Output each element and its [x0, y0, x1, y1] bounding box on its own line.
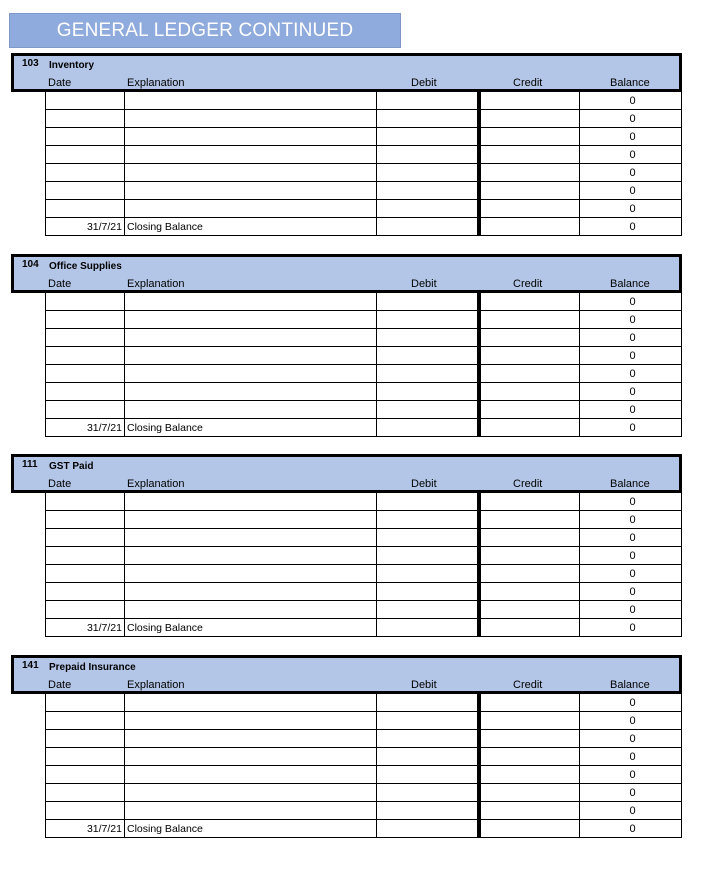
date-cell[interactable] — [45, 511, 125, 529]
table-row — [45, 347, 682, 365]
credit-cell[interactable] — [478, 694, 580, 712]
table-row — [45, 694, 682, 712]
column-header-explanation: Explanation — [127, 679, 185, 691]
credit-cell[interactable] — [478, 529, 580, 547]
debit-cell[interactable] — [377, 529, 478, 547]
column-header-balance: Balance — [610, 478, 650, 490]
date-cell[interactable] — [45, 329, 125, 347]
column-header-explanation: Explanation — [127, 478, 185, 490]
ledger-header — [11, 655, 682, 694]
credit-cell[interactable] — [478, 164, 580, 182]
table-row — [45, 383, 682, 401]
table-row — [45, 128, 682, 146]
column-header-balance: Balance — [610, 278, 650, 290]
account-name: Office Supplies — [49, 261, 122, 272]
explanation-cell[interactable] — [125, 293, 377, 311]
explanation-cell[interactable] — [125, 110, 377, 128]
credit-cell[interactable] — [478, 347, 580, 365]
balance-cell: 0 — [580, 329, 682, 347]
credit-cell[interactable] — [478, 748, 580, 766]
column-header-credit: Credit — [513, 478, 543, 490]
balance-cell: 0 — [580, 293, 682, 311]
balance-cell: 0 — [580, 730, 682, 748]
credit-cell[interactable] — [478, 146, 580, 164]
balance-cell: 0 — [580, 565, 682, 583]
debit-cell[interactable] — [377, 820, 478, 838]
credit-cell[interactable] — [478, 401, 580, 419]
date-cell[interactable]: 31/7/21 — [45, 820, 125, 838]
balance-cell: 0 — [580, 493, 682, 511]
explanation-cell[interactable]: Closing Balance — [125, 419, 377, 437]
account-number: 104 — [22, 259, 39, 270]
date-cell[interactable] — [45, 110, 125, 128]
explanation-cell[interactable] — [125, 493, 377, 511]
debit-cell[interactable] — [377, 748, 478, 766]
credit-cell[interactable] — [478, 293, 580, 311]
explanation-cell[interactable] — [125, 92, 377, 110]
balance-cell: 0 — [580, 748, 682, 766]
credit-cell[interactable] — [478, 365, 580, 383]
debit-cell[interactable] — [377, 329, 478, 347]
date-cell[interactable] — [45, 146, 125, 164]
credit-cell[interactable] — [478, 766, 580, 784]
debit-cell[interactable] — [377, 565, 478, 583]
date-cell[interactable] — [45, 802, 125, 820]
explanation-cell[interactable] — [125, 601, 377, 619]
balance-cell: 0 — [580, 218, 682, 236]
explanation-cell[interactable] — [125, 365, 377, 383]
table-row — [45, 529, 682, 547]
explanation-cell[interactable] — [125, 712, 377, 730]
debit-cell[interactable] — [377, 730, 478, 748]
debit-cell[interactable] — [377, 493, 478, 511]
credit-cell[interactable] — [478, 200, 580, 218]
date-cell[interactable] — [45, 748, 125, 766]
table-row — [45, 329, 682, 347]
account-number: 103 — [22, 58, 39, 69]
credit-cell[interactable] — [478, 218, 580, 236]
credit-cell[interactable] — [478, 619, 580, 637]
debit-cell[interactable] — [377, 311, 478, 329]
table-row — [45, 601, 682, 619]
balance-cell: 0 — [580, 766, 682, 784]
ledger-rows — [45, 92, 682, 236]
balance-cell: 0 — [580, 347, 682, 365]
credit-cell[interactable] — [478, 820, 580, 838]
explanation-cell[interactable] — [125, 128, 377, 146]
date-cell[interactable] — [45, 182, 125, 200]
balance-cell: 0 — [580, 164, 682, 182]
explanation-cell[interactable] — [125, 511, 377, 529]
balance-cell: 0 — [580, 583, 682, 601]
column-header-credit: Credit — [513, 679, 543, 691]
ledger-rows — [45, 293, 682, 437]
column-header-date: Date — [48, 478, 72, 490]
explanation-cell[interactable] — [125, 529, 377, 547]
debit-cell[interactable] — [377, 619, 478, 637]
account-number: 111 — [22, 459, 38, 470]
credit-cell[interactable] — [478, 182, 580, 200]
date-cell[interactable] — [45, 200, 125, 218]
table-row — [45, 311, 682, 329]
explanation-cell[interactable] — [125, 347, 377, 365]
debit-cell[interactable] — [377, 128, 478, 146]
date-cell[interactable] — [45, 784, 125, 802]
debit-cell[interactable] — [377, 383, 478, 401]
debit-cell[interactable] — [377, 218, 478, 236]
explanation-cell[interactable] — [125, 547, 377, 565]
column-header-explanation: Explanation — [127, 77, 185, 89]
table-row — [45, 182, 682, 200]
explanation-cell[interactable] — [125, 583, 377, 601]
balance-cell: 0 — [580, 511, 682, 529]
table-row — [45, 766, 682, 784]
debit-cell[interactable] — [377, 601, 478, 619]
balance-cell: 0 — [580, 529, 682, 547]
table-row — [45, 401, 682, 419]
credit-cell[interactable] — [478, 784, 580, 802]
table-row — [45, 419, 682, 437]
debit-cell[interactable] — [377, 146, 478, 164]
credit-cell[interactable] — [478, 128, 580, 146]
explanation-cell[interactable] — [125, 748, 377, 766]
balance-cell: 0 — [580, 311, 682, 329]
table-row — [45, 200, 682, 218]
table-row — [45, 712, 682, 730]
date-cell[interactable] — [45, 565, 125, 583]
debit-cell[interactable] — [377, 802, 478, 820]
credit-cell[interactable] — [478, 110, 580, 128]
date-cell[interactable] — [45, 383, 125, 401]
explanation-cell[interactable] — [125, 329, 377, 347]
debit-cell[interactable] — [377, 200, 478, 218]
column-header-credit: Credit — [513, 278, 543, 290]
date-cell[interactable] — [45, 583, 125, 601]
column-header-balance: Balance — [610, 77, 650, 89]
balance-cell: 0 — [580, 146, 682, 164]
explanation-cell[interactable] — [125, 802, 377, 820]
column-header-debit: Debit — [411, 77, 437, 89]
balance-cell: 0 — [580, 182, 682, 200]
explanation-cell[interactable] — [125, 766, 377, 784]
date-cell[interactable] — [45, 694, 125, 712]
ledger-header — [11, 254, 682, 293]
date-cell[interactable] — [45, 601, 125, 619]
date-cell[interactable] — [45, 365, 125, 383]
date-cell[interactable] — [45, 164, 125, 182]
debit-cell[interactable] — [377, 347, 478, 365]
debit-cell[interactable] — [377, 92, 478, 110]
explanation-cell[interactable] — [125, 784, 377, 802]
credit-cell[interactable] — [478, 493, 580, 511]
table-row — [45, 802, 682, 820]
account-name: GST Paid — [49, 461, 94, 472]
date-cell[interactable] — [45, 766, 125, 784]
balance-cell: 0 — [580, 110, 682, 128]
table-row — [45, 547, 682, 565]
account-number: 141 — [22, 660, 39, 671]
table-row — [45, 619, 682, 637]
column-header-explanation: Explanation — [127, 278, 185, 290]
date-cell[interactable] — [45, 311, 125, 329]
date-cell[interactable]: 31/7/21 — [45, 419, 125, 437]
explanation-cell[interactable] — [125, 565, 377, 583]
date-cell[interactable] — [45, 493, 125, 511]
debit-cell[interactable] — [377, 419, 478, 437]
explanation-cell[interactable] — [125, 146, 377, 164]
table-row — [45, 146, 682, 164]
balance-cell: 0 — [580, 128, 682, 146]
explanation-cell[interactable]: Closing Balance — [125, 820, 377, 838]
column-header-credit: Credit — [513, 77, 543, 89]
date-cell[interactable] — [45, 712, 125, 730]
balance-cell: 0 — [580, 619, 682, 637]
credit-cell[interactable] — [478, 601, 580, 619]
balance-cell: 0 — [580, 547, 682, 565]
explanation-cell[interactable] — [125, 383, 377, 401]
credit-cell[interactable] — [478, 712, 580, 730]
date-cell[interactable] — [45, 529, 125, 547]
table-row — [45, 511, 682, 529]
table-row — [45, 820, 682, 838]
table-row — [45, 164, 682, 182]
credit-cell[interactable] — [478, 802, 580, 820]
date-cell[interactable] — [45, 293, 125, 311]
debit-cell[interactable] — [377, 164, 478, 182]
explanation-cell[interactable]: Closing Balance — [125, 619, 377, 637]
debit-cell[interactable] — [377, 766, 478, 784]
credit-cell[interactable] — [478, 730, 580, 748]
explanation-cell[interactable] — [125, 182, 377, 200]
debit-cell[interactable] — [377, 110, 478, 128]
credit-cell[interactable] — [478, 583, 580, 601]
date-cell[interactable] — [45, 92, 125, 110]
ledger-header — [11, 53, 682, 92]
balance-cell: 0 — [580, 92, 682, 110]
explanation-cell[interactable] — [125, 401, 377, 419]
table-row — [45, 730, 682, 748]
credit-cell[interactable] — [478, 419, 580, 437]
date-cell[interactable] — [45, 547, 125, 565]
table-row — [45, 110, 682, 128]
credit-cell[interactable] — [478, 565, 580, 583]
balance-cell: 0 — [580, 802, 682, 820]
credit-cell[interactable] — [478, 311, 580, 329]
explanation-cell[interactable] — [125, 164, 377, 182]
column-header-date: Date — [48, 679, 72, 691]
balance-cell: 0 — [580, 820, 682, 838]
table-row — [45, 784, 682, 802]
account-name: Inventory — [49, 60, 95, 71]
explanation-cell[interactable] — [125, 200, 377, 218]
table-row — [45, 218, 682, 236]
debit-cell[interactable] — [377, 784, 478, 802]
column-header-balance: Balance — [610, 679, 650, 691]
debit-cell[interactable] — [377, 365, 478, 383]
debit-cell[interactable] — [377, 547, 478, 565]
credit-cell[interactable] — [478, 547, 580, 565]
date-cell[interactable]: 31/7/21 — [45, 218, 125, 236]
ledger-header — [11, 454, 682, 493]
debit-cell[interactable] — [377, 182, 478, 200]
table-row — [45, 365, 682, 383]
column-header-debit: Debit — [411, 278, 437, 290]
debit-cell[interactable] — [377, 712, 478, 730]
column-header-date: Date — [48, 77, 72, 89]
date-cell[interactable]: 31/7/21 — [45, 619, 125, 637]
table-row — [45, 293, 682, 311]
balance-cell: 0 — [580, 712, 682, 730]
date-cell[interactable] — [45, 347, 125, 365]
date-cell[interactable] — [45, 128, 125, 146]
balance-cell: 0 — [580, 200, 682, 218]
table-row — [45, 583, 682, 601]
account-name: Prepaid Insurance — [49, 662, 136, 673]
balance-cell: 0 — [580, 383, 682, 401]
explanation-cell[interactable] — [125, 730, 377, 748]
date-cell[interactable] — [45, 730, 125, 748]
debit-cell[interactable] — [377, 583, 478, 601]
debit-cell[interactable] — [377, 293, 478, 311]
credit-cell[interactable] — [478, 92, 580, 110]
balance-cell: 0 — [580, 784, 682, 802]
debit-cell[interactable] — [377, 694, 478, 712]
debit-cell[interactable] — [377, 511, 478, 529]
balance-cell: 0 — [580, 365, 682, 383]
balance-cell: 0 — [580, 694, 682, 712]
balance-cell: 0 — [580, 601, 682, 619]
page-title: GENERAL LEDGER CONTINUED — [9, 13, 401, 48]
column-header-debit: Debit — [411, 478, 437, 490]
credit-cell[interactable] — [478, 329, 580, 347]
credit-cell[interactable] — [478, 511, 580, 529]
ledger-rows — [45, 694, 682, 838]
ledger-rows — [45, 493, 682, 637]
table-row — [45, 748, 682, 766]
explanation-cell[interactable] — [125, 311, 377, 329]
explanation-cell[interactable] — [125, 694, 377, 712]
table-row — [45, 493, 682, 511]
column-header-date: Date — [48, 278, 72, 290]
balance-cell: 0 — [580, 401, 682, 419]
date-cell[interactable] — [45, 401, 125, 419]
table-row — [45, 92, 682, 110]
table-row — [45, 565, 682, 583]
explanation-cell[interactable]: Closing Balance — [125, 218, 377, 236]
column-header-debit: Debit — [411, 679, 437, 691]
credit-cell[interactable] — [478, 383, 580, 401]
balance-cell: 0 — [580, 419, 682, 437]
debit-cell[interactable] — [377, 401, 478, 419]
